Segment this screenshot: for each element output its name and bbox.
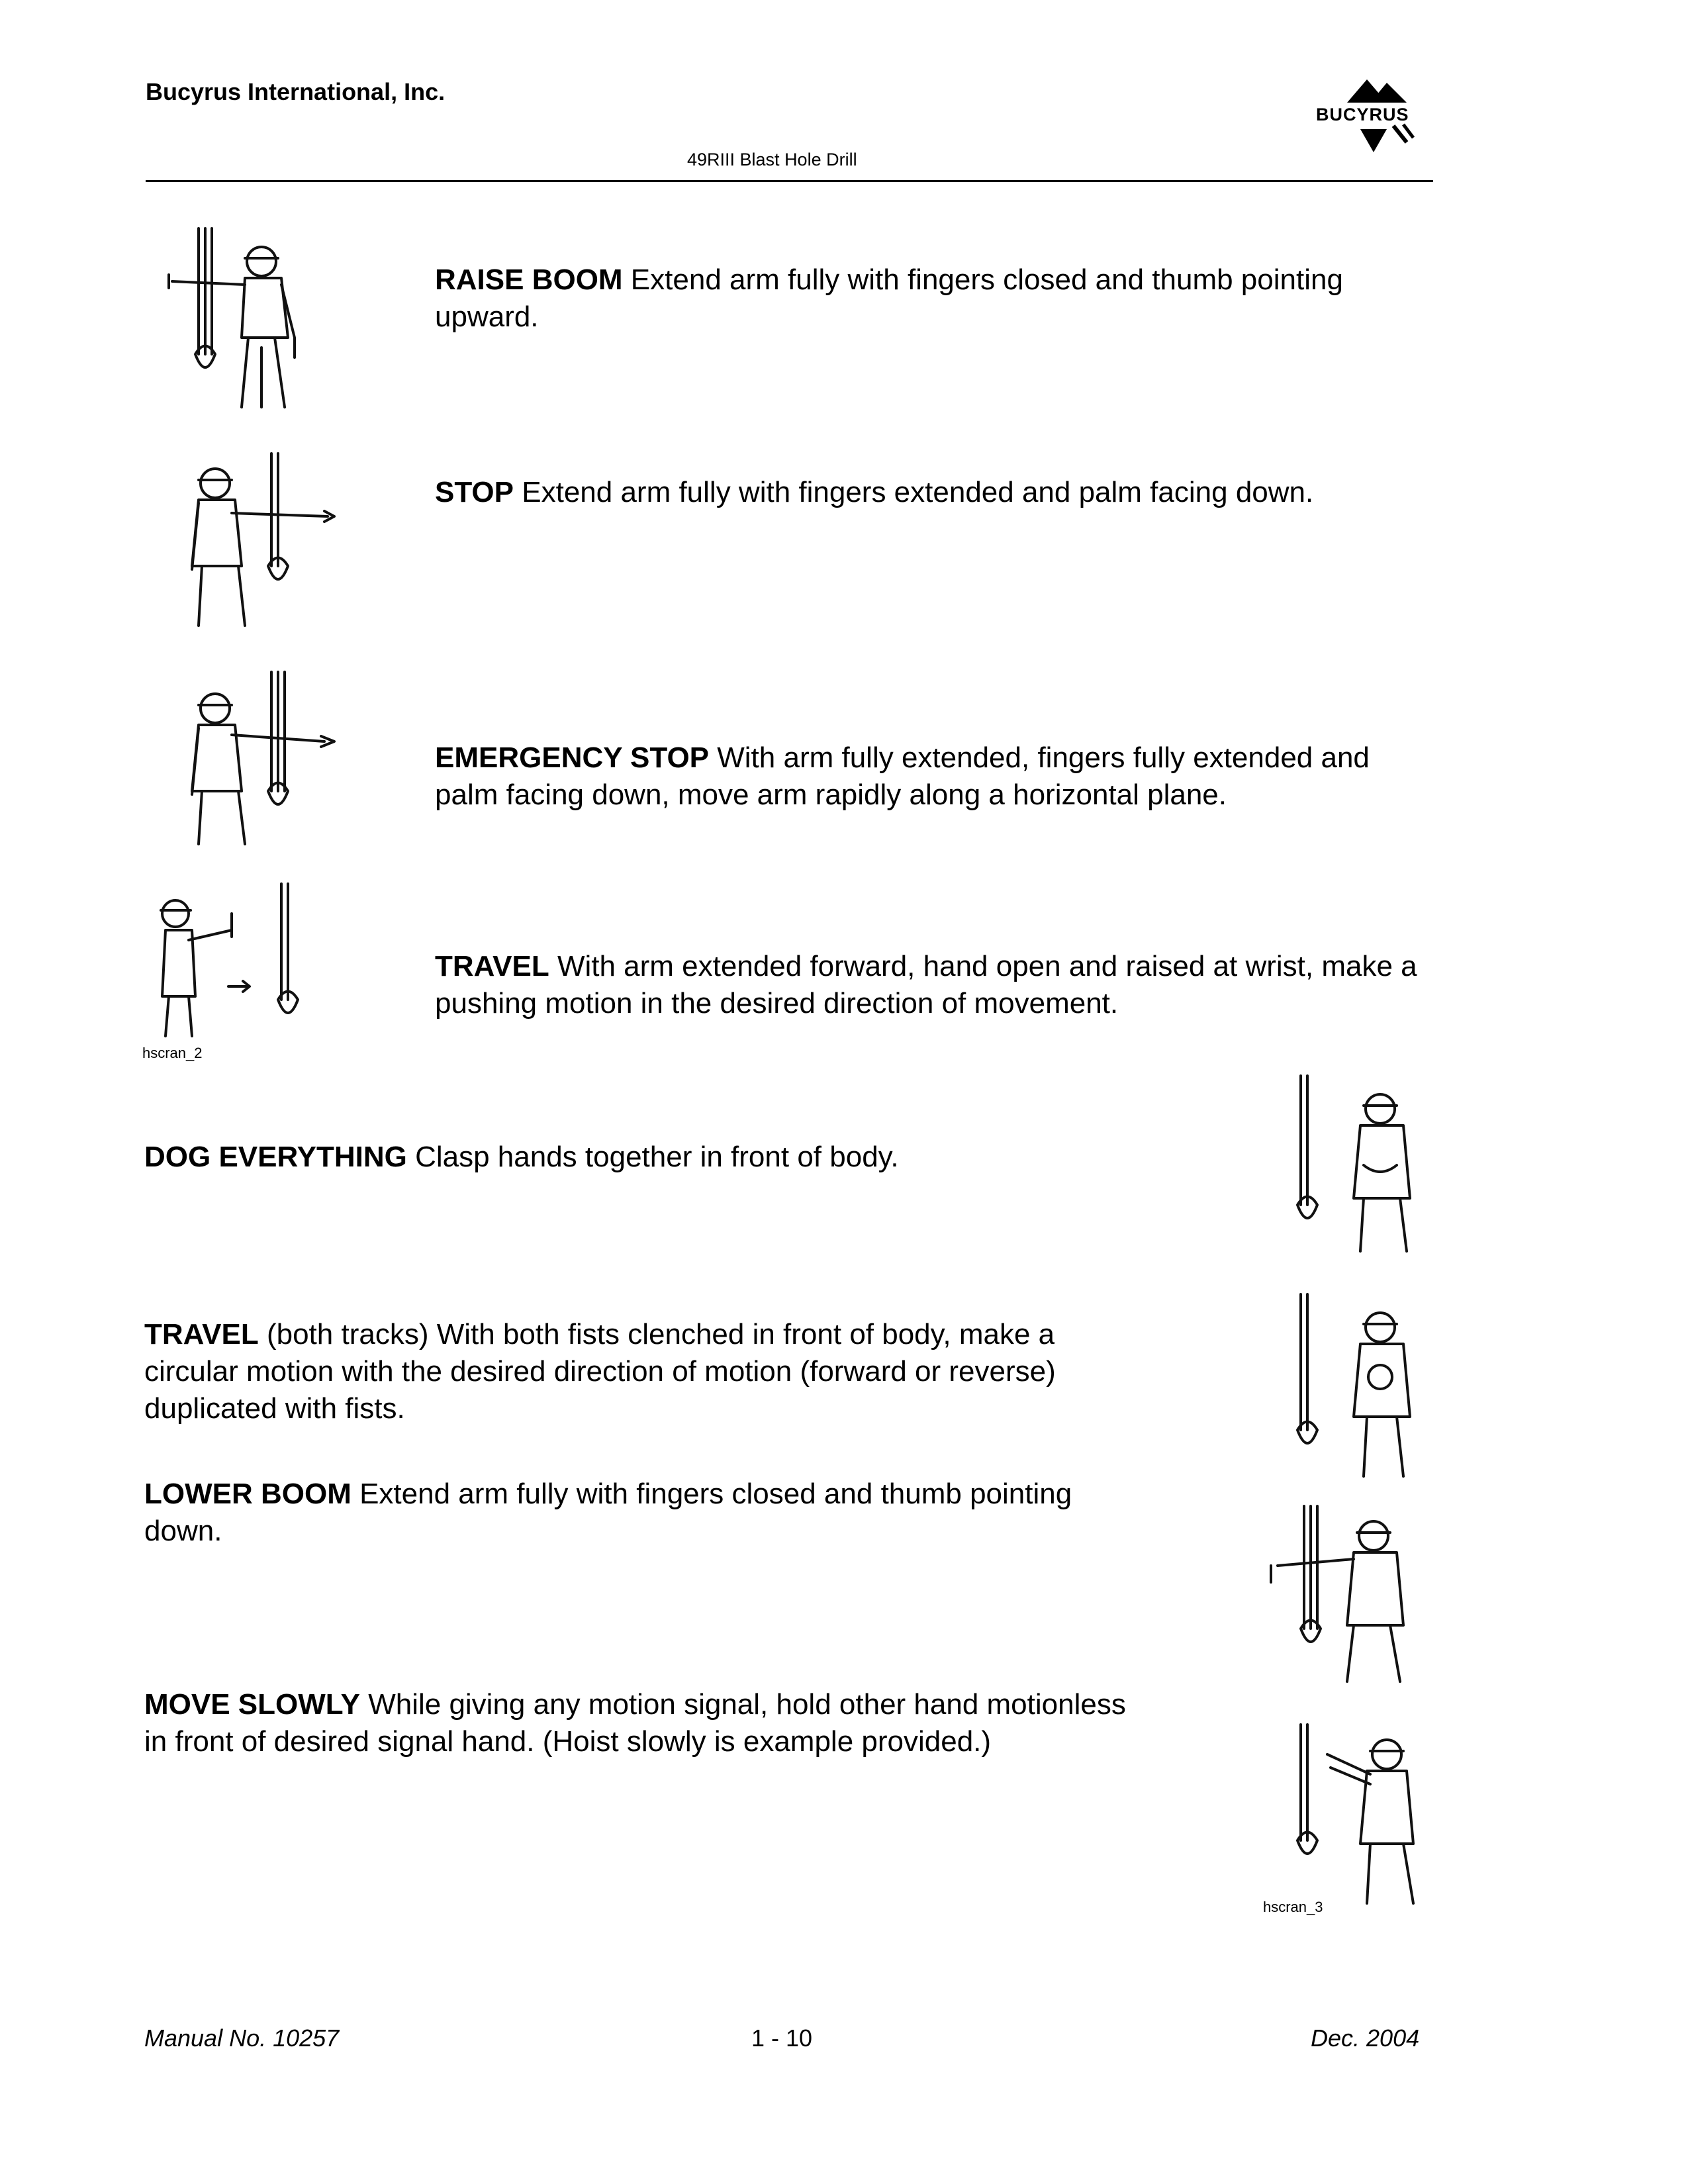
signal-term: MOVE SLOWLY (144, 1688, 360, 1721)
signal-move-slowly (144, 1686, 1137, 1760)
signal-description: (both tracks) With both fists clenched in front of body, make a circular motion with the desired direction of motion (forward or reverse) duplicated with fists. (144, 1318, 1056, 1425)
signal-travel (435, 948, 1433, 1022)
footer-manual-number: Manual No. 10257 (144, 2024, 340, 2052)
company-name: Bucyrus International, Inc. (146, 78, 445, 105)
signal-travel-both-tracks (144, 1316, 1137, 1427)
signal-description: Extend arm fully with fingers extended and palm facing down. (514, 476, 1314, 508)
move-slowly-figure (1288, 1721, 1440, 1907)
travel-both-tracks-figure (1288, 1291, 1440, 1483)
header-rule (146, 180, 1433, 182)
figure-caption-right: hscran_3 (1263, 1899, 1323, 1915)
travel-figure (149, 880, 314, 1039)
signal-dog-everything (144, 1139, 1137, 1176)
signal-description: With arm extended forward, hand open and raised at wrist, make a pushing motion in the desired direction of movement. (435, 950, 1417, 1020)
dog-everything-figure (1288, 1072, 1440, 1255)
signal-stop (435, 474, 1433, 511)
signal-term: RAISE BOOM (435, 263, 623, 296)
emergency-stop-figure (175, 669, 348, 847)
footer-date: Dec. 2004 (1311, 2024, 1420, 2052)
logo-text: BUCYRUS (1316, 105, 1409, 124)
signal-description: Clasp hands together in front of body. (406, 1141, 899, 1173)
signal-term: STOP (435, 476, 514, 508)
lower-boom-figure (1261, 1503, 1440, 1685)
stop-figure (175, 450, 348, 629)
footer-page-number: 1 - 10 (751, 2024, 813, 2052)
signal-description: With arm fully extended, fingers fully extended and palm facing down, move arm rapidly along a horizontal plane. (435, 741, 1370, 811)
document-subtitle: 49RIII Blast Hole Drill (687, 150, 857, 169)
signal-emergency-stop (435, 739, 1433, 814)
raise-boom-figure (159, 222, 331, 414)
signal-term: TRAVEL (435, 950, 549, 982)
figure-caption-left: hscran_2 (142, 1045, 203, 1061)
signal-lower-boom (144, 1476, 1137, 1550)
signal-description: While giving any motion signal, hold other hand motionless in front of desired signal hand. (Hoist slowly is example provided.) (144, 1688, 1126, 1758)
signal-description: Extend arm fully with fingers closed and thumb pointing down. (144, 1478, 1072, 1547)
signal-raise-boom (435, 261, 1433, 336)
signal-term: DOG EVERYTHING (144, 1141, 407, 1173)
signal-term: TRAVEL (144, 1318, 259, 1351)
signal-term: EMERGENCY STOP (435, 741, 710, 774)
signal-description: Extend arm fully with fingers closed and thumb pointing upward. (435, 263, 1343, 333)
signal-term: LOWER BOOM (144, 1478, 352, 1510)
